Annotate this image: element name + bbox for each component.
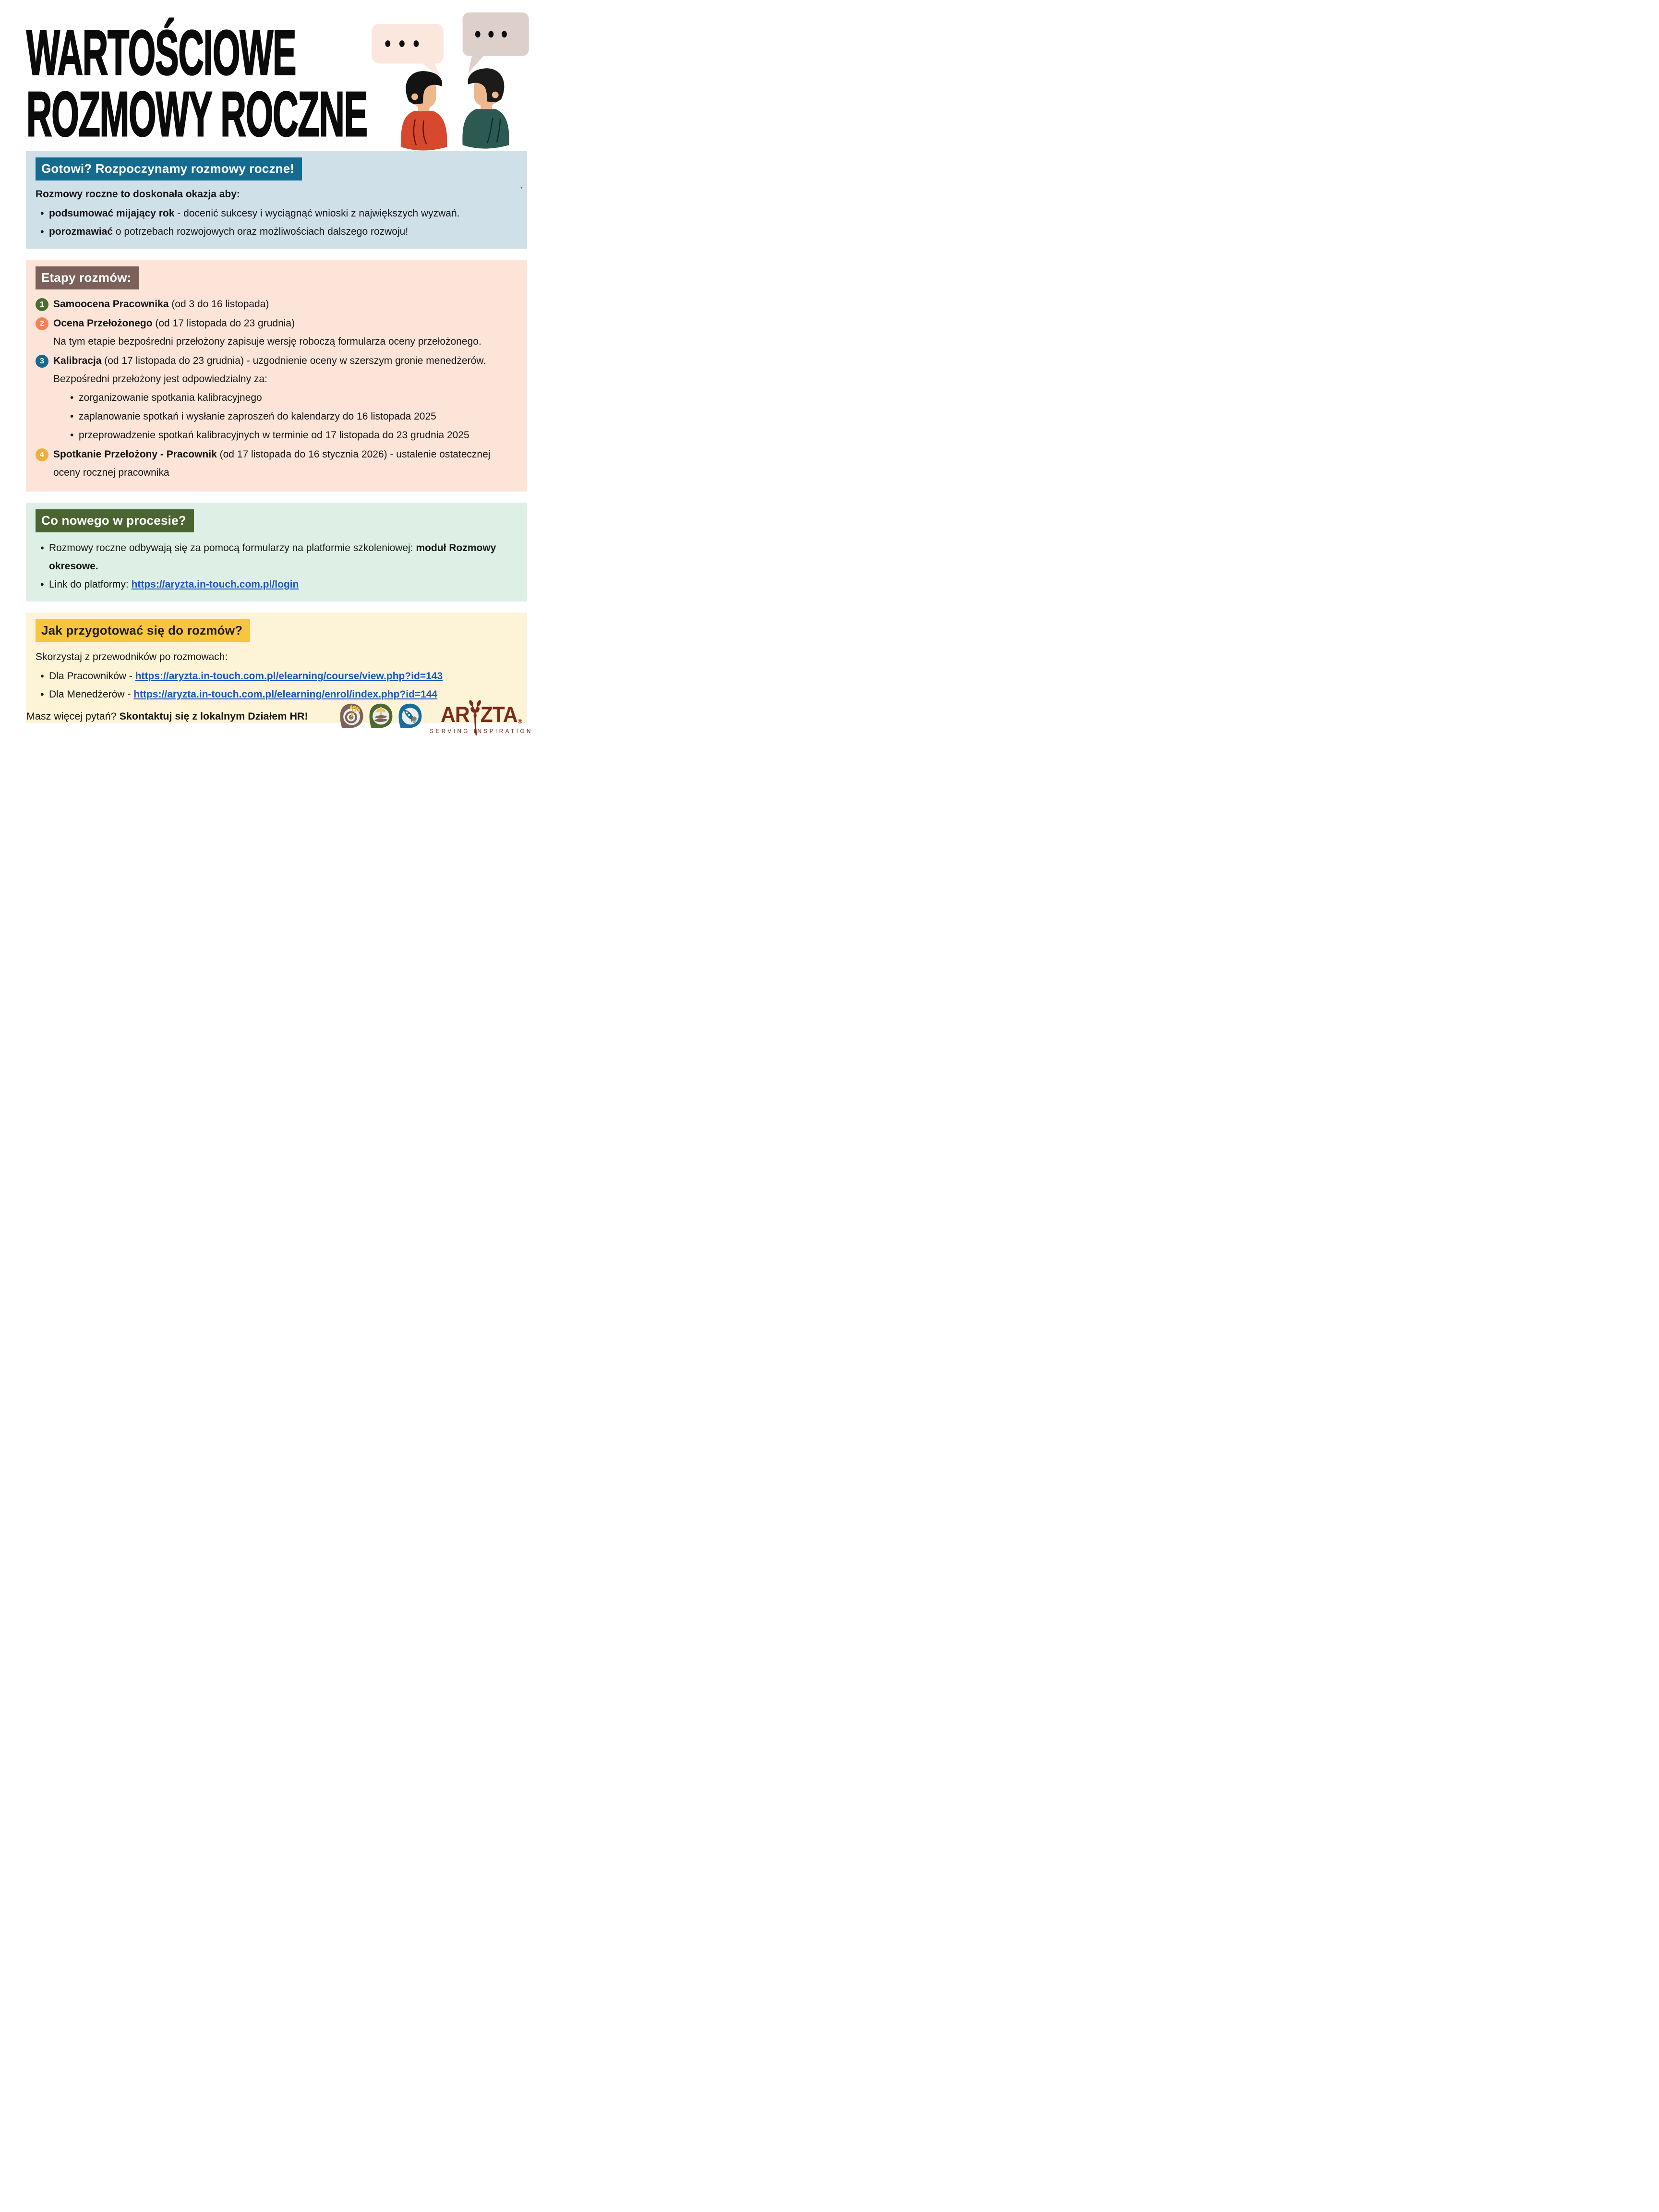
page-title bbox=[26, 17, 367, 150]
conversation-illustration bbox=[369, 10, 532, 152]
brand-text-left: AR bbox=[441, 702, 470, 727]
stray-quote-mark: ’ bbox=[520, 185, 522, 196]
rocket-idea-icon bbox=[397, 703, 423, 730]
stage-text: Kalibracja (od 17 listopada do 23 grudnia) - uzgodnienie oceny w szerszym gronie menedżerów. bbox=[53, 355, 486, 366]
hands-plant-icon bbox=[367, 703, 394, 730]
stage-3-note: Bezpośredni przełożony jest odpowiedzialny za: bbox=[53, 373, 267, 385]
section-prepare-heading: Jak przygotować się do rozmów? bbox=[36, 619, 250, 642]
stage-item-2 bbox=[36, 314, 517, 333]
ready-bullet-list bbox=[36, 204, 517, 241]
brand-text-right: ZTA bbox=[480, 702, 517, 727]
list-item: • porozmawiać o potrzebach rozwojowych oraz możliwościach dalszego rozwoju! bbox=[36, 223, 517, 241]
list-item: • podsumować mijający rok - docenić sukcesy i wyciągnąć wnioski z największych wyzwań. bbox=[36, 204, 517, 223]
list-item: • zaplanowanie spotkań i wysłanie zaproszeń do kalendarzy do 16 listopada 2025 bbox=[66, 407, 517, 426]
person-teal-icon bbox=[462, 68, 509, 148]
section-stages bbox=[26, 260, 527, 492]
stage-text: Samoocena Pracownika (od 3 do 16 listopada) bbox=[53, 299, 269, 310]
target-dart-icon bbox=[338, 703, 364, 730]
stage-item-3 bbox=[36, 352, 517, 370]
hyperlink[interactable]: https://aryzta.in-touch.com.pl/elearning/enrol/index.php?id=144 bbox=[133, 689, 438, 700]
flyer-page bbox=[0, 0, 553, 737]
section-whats-new bbox=[26, 503, 527, 601]
section-ready-heading: Gotowi? Rozpoczynamy rozmowy roczne! bbox=[36, 157, 302, 180]
section-stages-heading: Etapy rozmów: bbox=[36, 266, 139, 289]
footer bbox=[26, 698, 533, 734]
list-item: • przeprowadzenie spotkań kalibracyjnych w terminie od 17 listopada do 23 grudnia 2025 bbox=[66, 426, 517, 445]
hyperlink[interactable]: https://aryzta.in-touch.com.pl/login bbox=[131, 579, 299, 590]
person-red-icon bbox=[401, 71, 447, 150]
aryzta-wordmark bbox=[433, 700, 530, 725]
step-number-badge: 4 bbox=[36, 448, 48, 461]
hyperlink[interactable]: https://aryzta.in-touch.com.pl/elearning/course/view.php?id=143 bbox=[135, 671, 443, 682]
list-item: • Rozmowy roczne odbywają się za pomocą formularzy na platformie szkoleniowej: moduł Rozmowy okresowe. bbox=[36, 539, 517, 576]
step-number-badge: 2 bbox=[36, 317, 48, 330]
section-whats-new-heading: Co nowego w procesie? bbox=[36, 509, 194, 532]
brand-tagline: SERVING INSPIRATION bbox=[430, 729, 533, 734]
stage-text: Ocena Przełożonego (od 17 listopada do 23 grudnia) bbox=[53, 318, 295, 329]
stage-3-subbullets bbox=[66, 388, 517, 445]
speech-bubble-left-icon bbox=[372, 24, 444, 79]
stage-item-1 bbox=[36, 295, 517, 313]
wheat-stalk-icon bbox=[469, 700, 481, 736]
list-item: • zorganizowanie spotkania kalibracyjnego bbox=[66, 388, 517, 407]
registered-mark: ® bbox=[517, 718, 522, 725]
stage-text: Spotkanie Przełożony - Pracownik (od 17 listopada do 16 stycznia 2026) - ustalenie ostatecznej oceny rocznej pracownika bbox=[53, 449, 491, 478]
list-item: • Dla Menedżerów - https://aryzta.in-touch.com.pl/elearning/enrol/index.php?id=144 bbox=[36, 685, 517, 704]
step-number-badge: 1 bbox=[36, 298, 48, 311]
step-number-badge: 3 bbox=[36, 355, 48, 368]
whats-new-bullet-list bbox=[36, 539, 517, 594]
stage-item-4 bbox=[36, 445, 517, 482]
speech-bubble-right-icon bbox=[463, 12, 529, 73]
aryzta-logo bbox=[430, 700, 533, 734]
list-item: • Dla Pracowników - https://aryzta.in-touch.com.pl/elearning/course/view.php?id=143 bbox=[36, 667, 517, 685]
footer-question: Masz więcej pytań? Skontaktuj się z lokalnym Działem HR! bbox=[26, 710, 308, 722]
list-item: • Link do platformy: https://aryzta.in-touch.com.pl/login bbox=[36, 576, 517, 594]
brand-value-icons bbox=[338, 703, 423, 730]
ready-intro: Rozmowy roczne to doskonała okazja aby: bbox=[36, 189, 240, 200]
prepare-intro: Skorzystaj z przewodników po rozmowach: bbox=[36, 651, 228, 662]
page-title-line1: WARTOŚCIOWE bbox=[26, 17, 296, 88]
page-title-line2: ROZMOWY ROCZNE bbox=[26, 79, 367, 150]
section-ready bbox=[26, 151, 527, 249]
stage-2-note: Na tym etapie bezpośredni przełożony zapisuje wersję roboczą formularza oceny przełożonego. bbox=[53, 336, 481, 347]
